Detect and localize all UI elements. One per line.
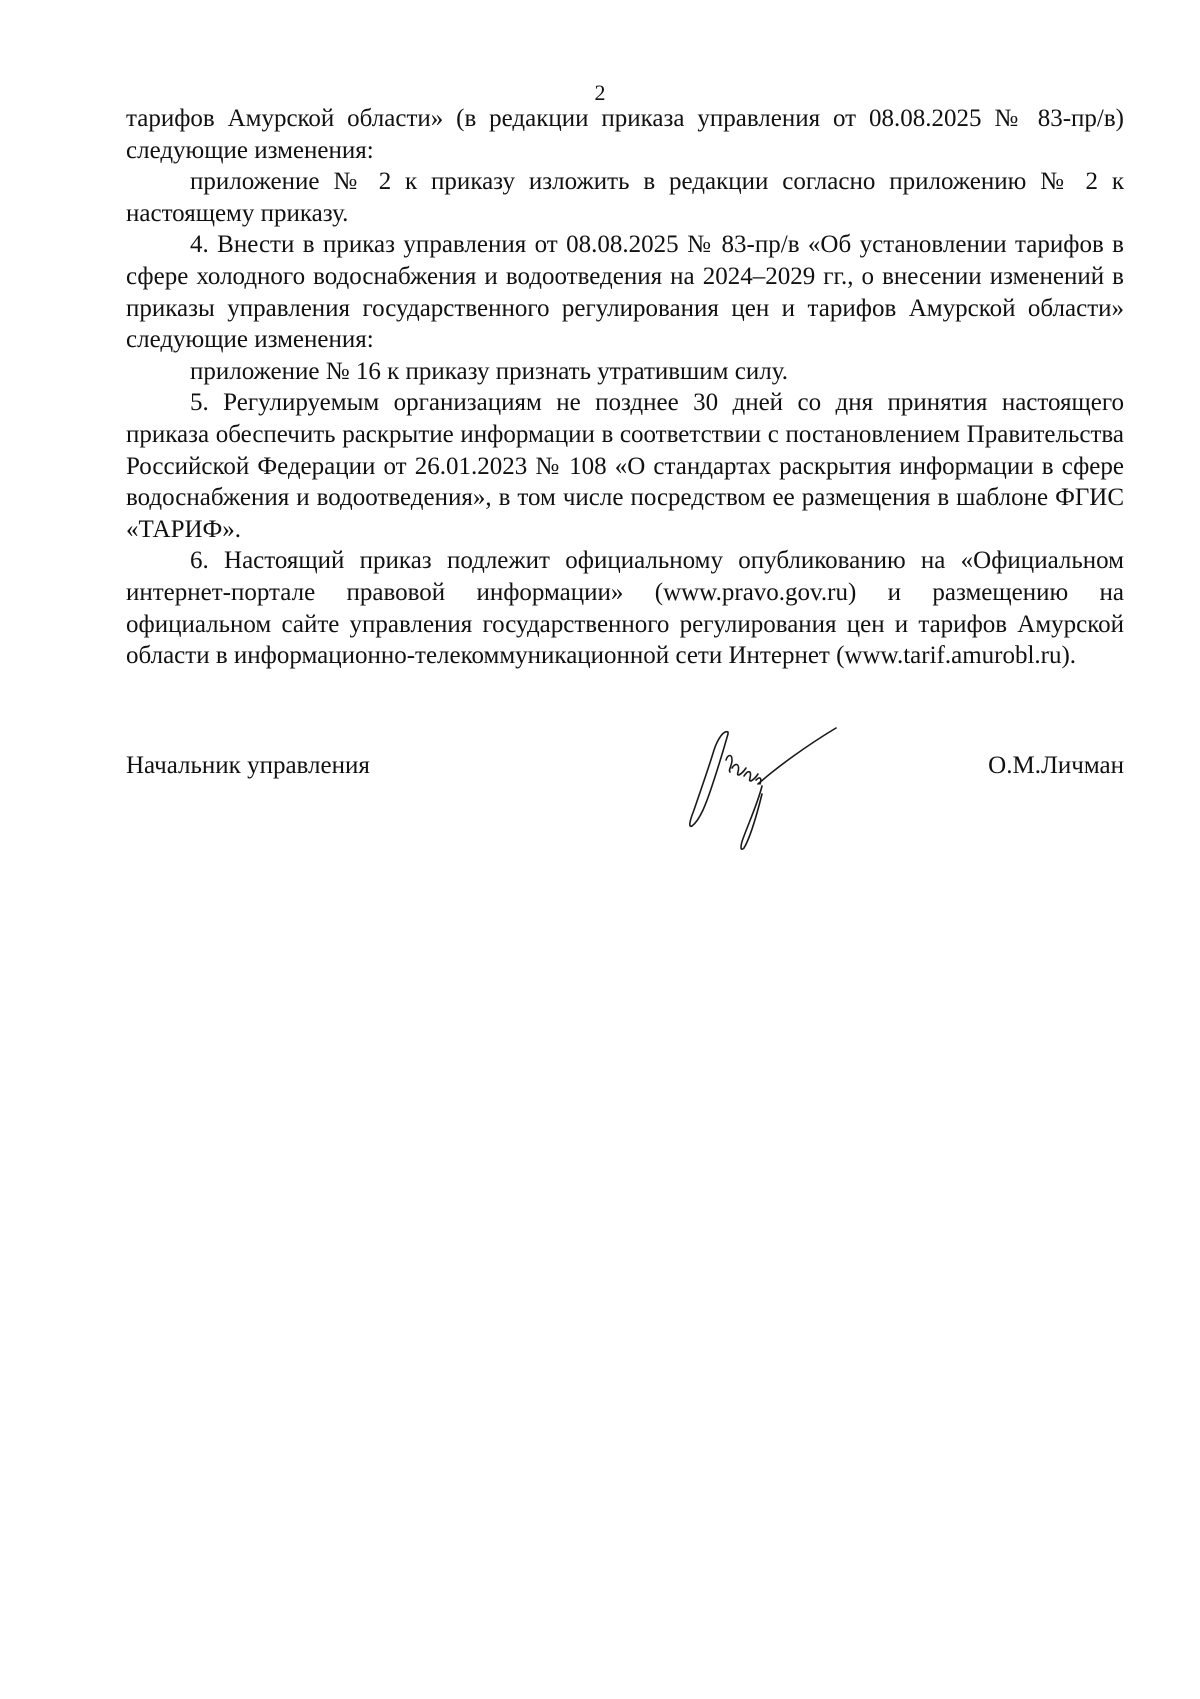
paragraph-item-5: 5. Регулируемым организациям не позднее 30 дней со дня принятия настоящего приказа обеспечить раскрытие информации в соответствии с постановлением Правительства Российской Федерации от 26.01.2023 № 108 «О стандартах раскрытия информации в сфере водоснабжения и водоотведения», в том числе посредством ее размещения в шаблоне ФГИС «ТАРИФ». [126, 389, 1124, 543]
paragraph-item-6: 6. Настоящий приказ подлежит официальному опубликованию на «Официальном интернет-портале правовой информации» (www.pravo.gov.ru) и размещению на официальном сайте управления государственного регулирования цен и тарифов Амурской области в информационно-телекоммуникационной сети Интернет (www.tarif.amurobl.ru). [126, 547, 1124, 670]
signature-block [126, 720, 1124, 860]
paragraph-appendix-2: приложение № 2 к приказу изложить в редакции согласно приложению № 2 к настоящему приказу. [126, 168, 1124, 227]
paragraph-appendix-16: приложение № 16 к приказу признать утратившим силу. [190, 357, 788, 385]
signatory-name: О.М.Личман [988, 752, 1124, 779]
handwritten-signature [666, 720, 856, 860]
paragraph-item-4: 4. Внести в приказ управления от 08.08.2025 № 83-пр/в «Об установлении тарифов в сфере холодного водоснабжения и водоотведения на 2024–2029 гг., о внесении изменений в приказы управления государственного регулирования цен и тарифов Амурской области» следующие изменения: [126, 231, 1124, 354]
paragraph-continuation: тарифов Амурской области» (в редакции приказа управления от 08.08.2025 № 83-пр/в) следующие изменения: [126, 105, 1124, 164]
page-number: 2 [594, 80, 606, 105]
signatory-position: Начальник управления [126, 752, 370, 779]
document-body [126, 103, 1124, 672]
